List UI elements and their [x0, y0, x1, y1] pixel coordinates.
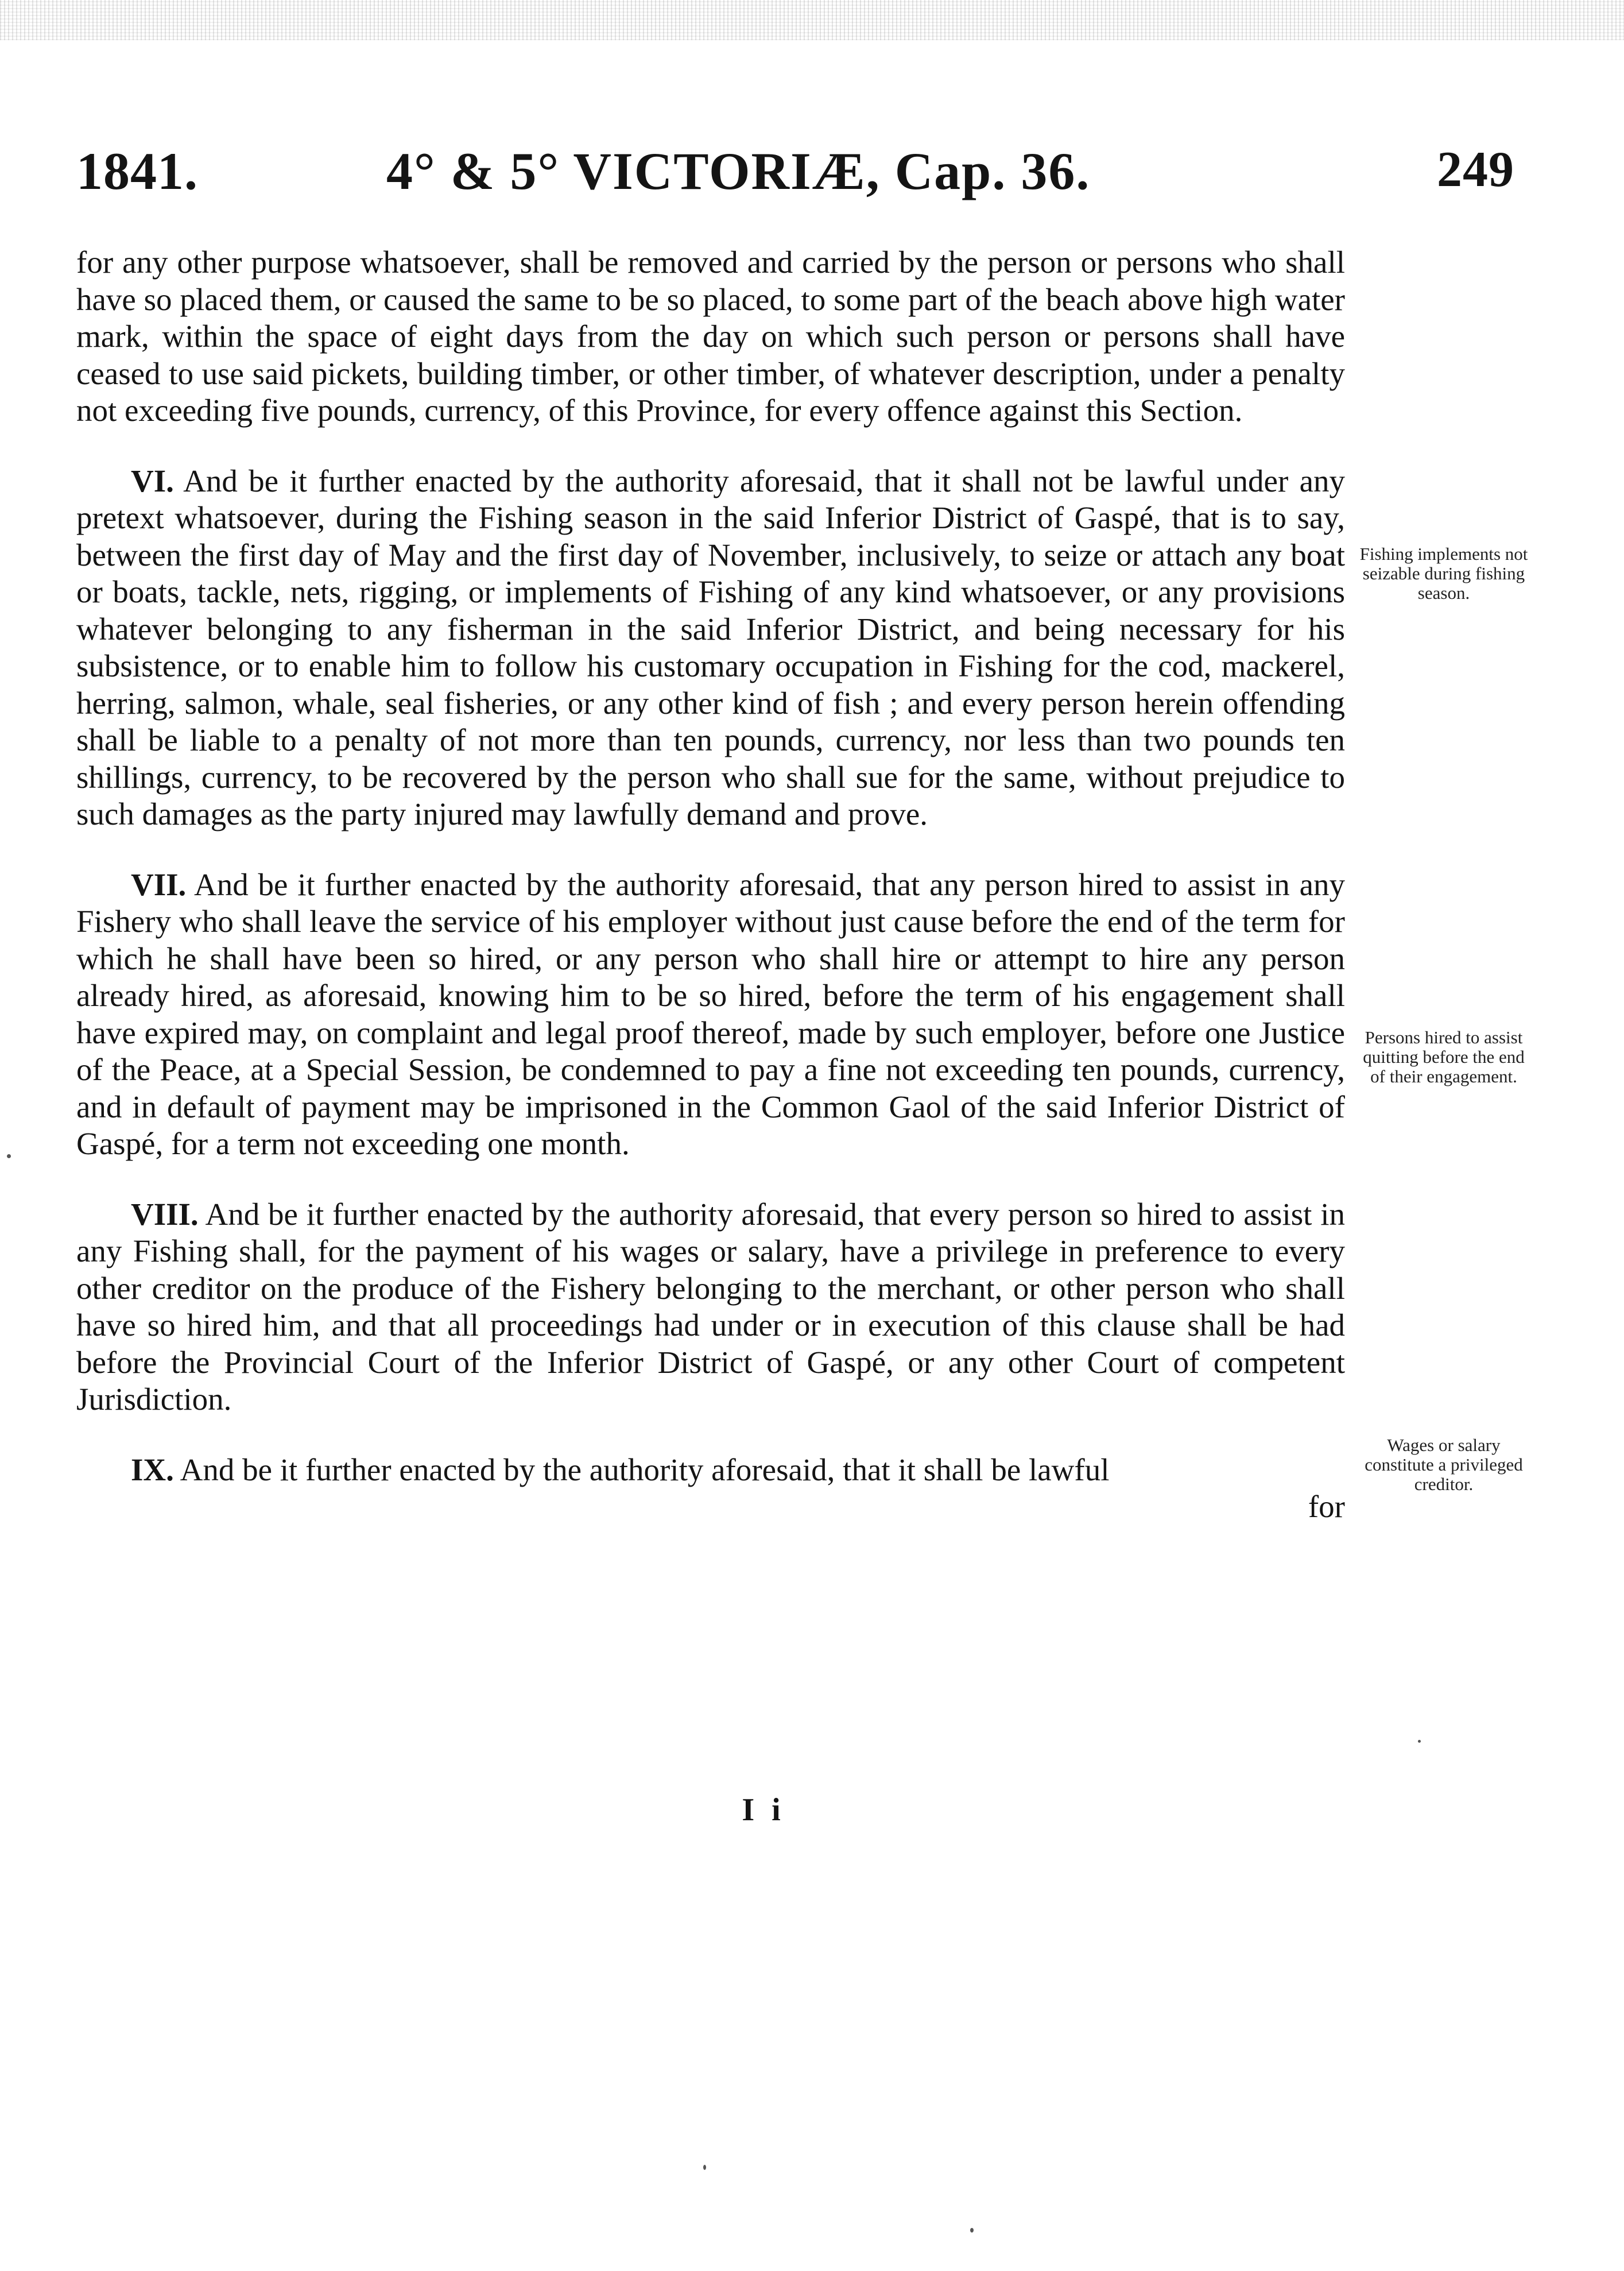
scan-speck [7, 1154, 11, 1158]
section-text: And be it further enacted by the authority aforesaid, that any person hired to assist in any Fishery who shall leave the service of his employer without just cause before the end of the term for which he shall have been so hired, or any person who shall hire or attempt to hire any person already hired, as aforesaid, knowing him to be so hired, before the term of his engagement shall have expired may, on complaint and legal proof thereof, made by such employer, before one Justice of the Peace, at a Special Session, be condemned to pay a fine not exceeding ten pounds, currency, and in default of payment may be imprisoned in the Common Gaol of the said Inferior District of Gaspé, for a term not exceeding one month. [76, 866, 1345, 1161]
scan-speck [970, 2228, 974, 2233]
header-year: 1841. [76, 142, 198, 200]
section-number: VII. [131, 866, 187, 902]
scan-speck [703, 2165, 706, 2170]
page-number: 249 [1437, 142, 1514, 198]
section-number: VIII. [131, 1196, 199, 1232]
section-vii [76, 866, 1345, 1163]
margin-note-fishing-implements: Fishing implements not seizable during fishing season. [1359, 544, 1528, 603]
paragraph-continuation [76, 244, 1345, 430]
scan-speck [1418, 1740, 1421, 1743]
section-viii [76, 1196, 1345, 1418]
paragraph-text: for any other purpose whatsoever, shall be removed and carried by the person or persons who shall have so placed them, or caused the same to be so placed, to some part of the beach above high water mark, within the space of eight days from the day on which such person or persons shall have ceased to use said pickets, building timber, or other timber, of whatever description, under a penalty not exceeding five pounds, currency, of this Province, for every offence against this Section. [76, 245, 1345, 428]
margin-note-persons-hired: Persons hired to assist quitting before the end of their engagement. [1363, 1027, 1525, 1086]
section-vi [76, 463, 1345, 833]
section-text: And be it further enacted by the authority aforesaid, that it shall not be lawful under any pretext whatsoever, during the Fishing season in the said Inferior District of Gaspé, that is to say, between the first day of May and the first day of November, inclusively, to seize or attach any boat or boats, tackle, nets, rigging, or implements of Fishing of any kind whatsoever, or any provisions whatever belonging to any fisherman in the said Inferior District, and being necessary for his subsistence, or to enable him to follow his customary occupation in Fishing for the cod, mackerel, herring, salmon, whale, seal fisheries, or any other kind of fish ; and every person herein offending shall be liable to a penalty of not more than ten pounds, currency, nor less than two pounds ten shillings, currency, to be recovered by the person who shall sue for the same, without prejudice to such damages as the party injured may lawfully demand and prove. [76, 463, 1345, 831]
section-number: IX. [131, 1452, 174, 1487]
header-title: 4° & 5° VICTORIÆ, Cap. 36. [386, 142, 1091, 200]
section-text: And be it further enacted by the authority aforesaid, that every person so hired to assist in any Fishing shall, for the payment of his wages or salary, have a privilege in preference to every other creditor on the produce of the Fishery belonging to the merchant, or other person who shall have so hired him, and that all proceedings had under or in execution of this clause shall be had before the Provincial Court of the Inferior District of Gaspé, or any other Court of competent Jurisdiction. [76, 1196, 1345, 1417]
catchword: for [1308, 1489, 1345, 1524]
running-head [76, 141, 1514, 210]
signature-mark: I i [742, 1792, 785, 1828]
section-number: VI. [131, 463, 174, 498]
body-text [76, 244, 1345, 1526]
section-text: And be it further enacted by the authority aforesaid, that it shall be lawful [180, 1452, 1110, 1487]
margin-note-wages-privilege: Wages or salary constitute a privileged creditor. [1365, 1435, 1523, 1494]
section-ix [76, 1452, 1345, 1489]
